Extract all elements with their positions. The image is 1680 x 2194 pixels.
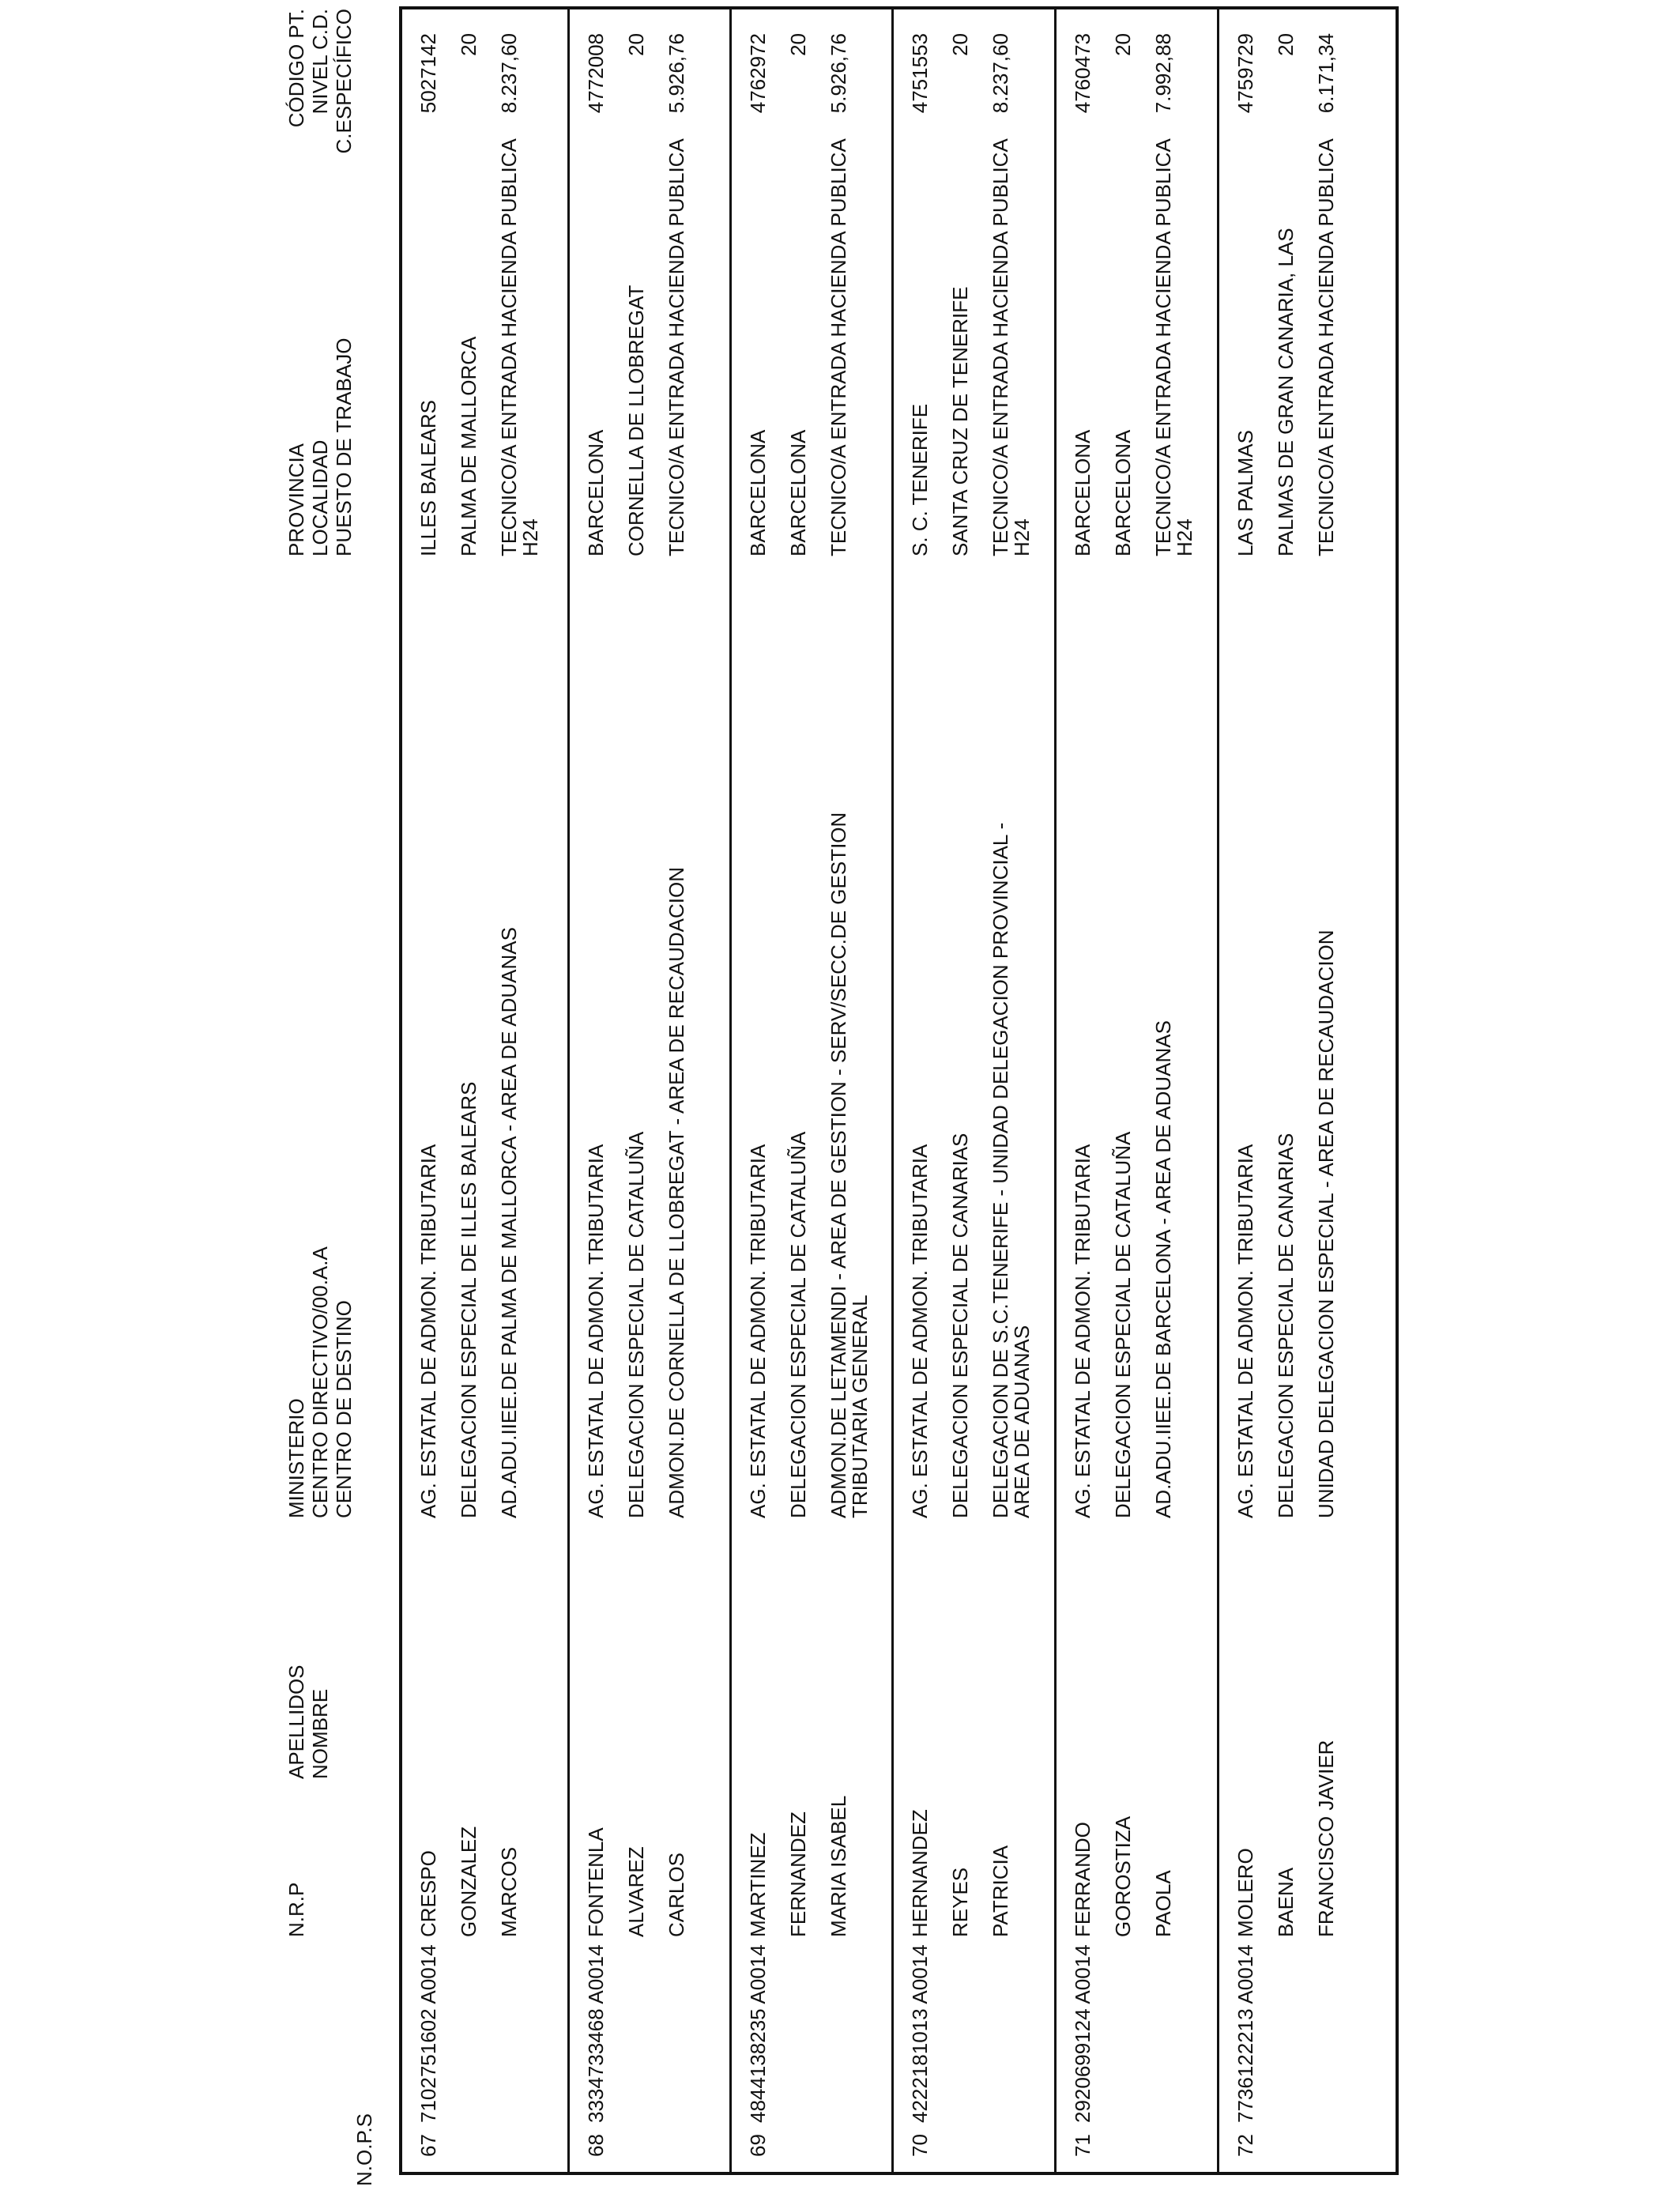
nivel-cell: 20 (948, 33, 972, 56)
header-ministerio-label: MINISTERIO (284, 1398, 308, 1518)
header-apellidos (284, 1664, 371, 1779)
header-especifico-label: C.ESPECÍFICO (332, 9, 356, 154)
nops-cell: 67 (416, 2134, 440, 2157)
puesto-cell: TECNICO/A ENTRADA HACIENDA PUBLICA (665, 138, 688, 556)
apellido1-cell: FONTENLA (584, 1827, 608, 1937)
header-nops-label: N.O.P.S (352, 2113, 376, 2186)
provincia-cell: S. C. TENERIFE (908, 403, 932, 556)
localidad-cell: BARCELONA (1111, 429, 1135, 556)
ministerio-cell: AG. ESTATAL DE ADMON. TRIBUTARIA (908, 1144, 932, 1518)
nivel-cell: 20 (624, 33, 648, 56)
header-localidad-label: LOCALIDAD (308, 439, 332, 556)
centro-directivo-cell: DELEGACION ESPECIAL DE CANARIAS (948, 1133, 972, 1518)
centro-destino-cell: ADMON.DE CORNELLA DE LLOBREGAT - AREA DE RECAUDACION (665, 866, 688, 1518)
nombre-cell: CARLOS (665, 1853, 688, 1937)
especifico-cell: 8.237,60 (989, 33, 1012, 114)
table-row (402, 6, 564, 2175)
apellido2-cell: ALVAREZ (624, 1846, 648, 1937)
header-centro-destino-label: CENTRO DE DESTINO (332, 1300, 356, 1518)
nivel-cell: 20 (1274, 33, 1298, 56)
centro-directivo-cell: DELEGACION ESPECIAL DE ILLES BALEARS (457, 1081, 480, 1518)
apellido1-cell: CRESPO (416, 1850, 440, 1937)
centro-directivo-cell: DELEGACION ESPECIAL DE CATALUÑA (786, 1131, 810, 1518)
nops-cell: 71 (1071, 2134, 1094, 2157)
centro-destino-cell: UNIDAD DELEGACION ESPECIAL - AREA DE RECAUDACION (1314, 929, 1338, 1518)
puesto-cell: TECNICO/A ENTRADA HACIENDA PUBLICA (1314, 138, 1338, 556)
header-ministerio (284, 1246, 371, 1518)
nrp-cell: 2920699124 A0014 (1071, 1944, 1094, 2123)
localidad-cell: BARCELONA (786, 429, 810, 556)
puesto-cell: TECNICO/A ENTRADA HACIENDA PUBLICA H24 (497, 139, 542, 556)
header-apellidos-label: APELLIDOS (284, 1664, 308, 1779)
ministerio-cell: AG. ESTATAL DE ADMON. TRIBUTARIA (416, 1144, 440, 1518)
ministerio-cell: AG. ESTATAL DE ADMON. TRIBUTARIA (746, 1144, 770, 1518)
apellido2-cell: BAENA (1274, 1867, 1298, 1937)
nombre-cell: MARIA ISABEL (827, 1795, 850, 1937)
header-nrp (284, 1883, 371, 1937)
centro-destino-cell: AD.ADU.IIEE.DE PALMA DE MALLORCA - AREA DE ADUANAS (497, 927, 521, 1518)
ministerio-cell: AG. ESTATAL DE ADMON. TRIBUTARIA (584, 1144, 608, 1518)
nombre-cell: FRANCISCO JAVIER (1314, 1740, 1338, 1937)
header-provincia-label: PROVINCIA (284, 443, 308, 556)
provincia-cell: BARCELONA (1071, 429, 1094, 556)
header-codigo-label: CÓDIGO PT. (284, 9, 308, 128)
codigo-cell: 4759729 (1234, 33, 1257, 114)
centro-destino-cell: DELEGACION DE S.C.TENERIFE - UNIDAD DELEGACION PROVINCIAL - AREA DE ADUANAS (989, 822, 1034, 1518)
apellido1-cell: HERNANDEZ (908, 1809, 932, 1937)
nombre-cell: PAOLA (1151, 1870, 1175, 1937)
provincia-cell: BARCELONA (584, 429, 608, 556)
nrp-cell: 7736122213 A0014 (1234, 1944, 1257, 2123)
nombre-cell: PATRICIA (989, 1845, 1012, 1937)
codigo-cell: 4762972 (746, 33, 770, 114)
ministerio-cell: AG. ESTATAL DE ADMON. TRIBUTARIA (1234, 1144, 1257, 1518)
nivel-cell: 20 (786, 33, 810, 56)
especifico-cell: 6.171,34 (1314, 33, 1338, 114)
ministerio-cell: AG. ESTATAL DE ADMON. TRIBUTARIA (1071, 1144, 1094, 1518)
apellido2-cell: GOROSTIZA (1111, 1815, 1135, 1937)
centro-destino-cell: ADMON.DE LETAMENDI - AREA DE GESTION - SERV/SECC.DE GESTION TRIBUTARIA GENERAL (827, 812, 872, 1518)
especifico-cell: 8.237,60 (497, 33, 521, 114)
nops-cell: 72 (1234, 2134, 1257, 2157)
nivel-cell: 20 (1111, 33, 1135, 56)
localidad-cell: PALMAS DE GRAN CANARIA, LAS (1274, 228, 1298, 556)
centro-directivo-cell: DELEGACION ESPECIAL DE CATALUÑA (1111, 1131, 1135, 1518)
centro-destino-cell: AD.ADU.IIEE.DE BARCELONA - AREA DE ADUANAS (1151, 1020, 1175, 1518)
localidad-cell: PALMA DE MALLORCA (457, 336, 480, 556)
codigo-cell: 4772008 (584, 33, 608, 114)
table-row (1217, 6, 1379, 2175)
table-row (1054, 6, 1216, 2175)
table-row (891, 6, 1053, 2175)
header-provincia (284, 338, 371, 556)
codigo-cell: 5027142 (416, 33, 440, 114)
puesto-cell: TECNICO/A ENTRADA HACIENDA PUBLICA (827, 138, 850, 556)
nrp-cell: 3334733468 A0014 (584, 1944, 608, 2123)
especifico-cell: 7.992,88 (1151, 33, 1175, 114)
localidad-cell: SANTA CRUZ DE TENERIFE (948, 286, 972, 556)
apellido2-cell: FERNANDEZ (786, 1811, 810, 1937)
table-row (567, 6, 729, 2175)
puesto-cell: TECNICO/A ENTRADA HACIENDA PUBLICA H24 (989, 139, 1034, 556)
centro-directivo-cell: DELEGACION ESPECIAL DE CANARIAS (1274, 1133, 1298, 1518)
nops-cell: 69 (746, 2134, 770, 2157)
nrp-cell: 4844138235 A0014 (746, 1944, 770, 2123)
apellido1-cell: MOLERO (1234, 1848, 1257, 1937)
apellido2-cell: GONZALEZ (457, 1826, 480, 1937)
nrp-cell: 4222181013 A0014 (908, 1944, 932, 2123)
apellido1-cell: FERRANDO (1071, 1822, 1094, 1937)
header-codigo (284, 9, 371, 266)
codigo-cell: 4751553 (908, 33, 932, 114)
especifico-cell: 5.926,76 (665, 33, 688, 114)
apellido2-cell: REYES (948, 1867, 972, 1937)
apellido1-cell: MARTINEZ (746, 1832, 770, 1937)
nrp-cell: 7102751602 A0014 (416, 1944, 440, 2123)
provincia-cell: LAS PALMAS (1234, 430, 1257, 556)
header-centro-directivo-label: CENTRO DIRECTIVO/00.A.A (308, 1246, 332, 1518)
provincia-cell: BARCELONA (746, 429, 770, 556)
nops-cell: 70 (908, 2134, 932, 2157)
header-nivel-label: NIVEL C.D. (308, 9, 332, 115)
localidad-cell: CORNELLA DE LLOBREGAT (624, 285, 648, 556)
centro-directivo-cell: DELEGACION ESPECIAL DE CATALUÑA (624, 1131, 648, 1518)
provincia-cell: ILLES BALEARS (416, 400, 440, 556)
nivel-cell: 20 (457, 33, 480, 56)
nops-cell: 68 (584, 2134, 608, 2157)
especifico-cell: 5.926,76 (827, 33, 850, 114)
header-nombre-label: NOMBRE (308, 1688, 332, 1779)
codigo-cell: 4760473 (1071, 33, 1094, 114)
header-nrp-label: N.R.P (284, 1882, 308, 1937)
nombre-cell: MARCOS (497, 1846, 521, 1937)
puesto-cell: TECNICO/A ENTRADA HACIENDA PUBLICA H24 (1151, 139, 1196, 556)
table-row (729, 6, 891, 2175)
header-puesto-label: PUESTO DE TRABAJO (332, 337, 356, 556)
